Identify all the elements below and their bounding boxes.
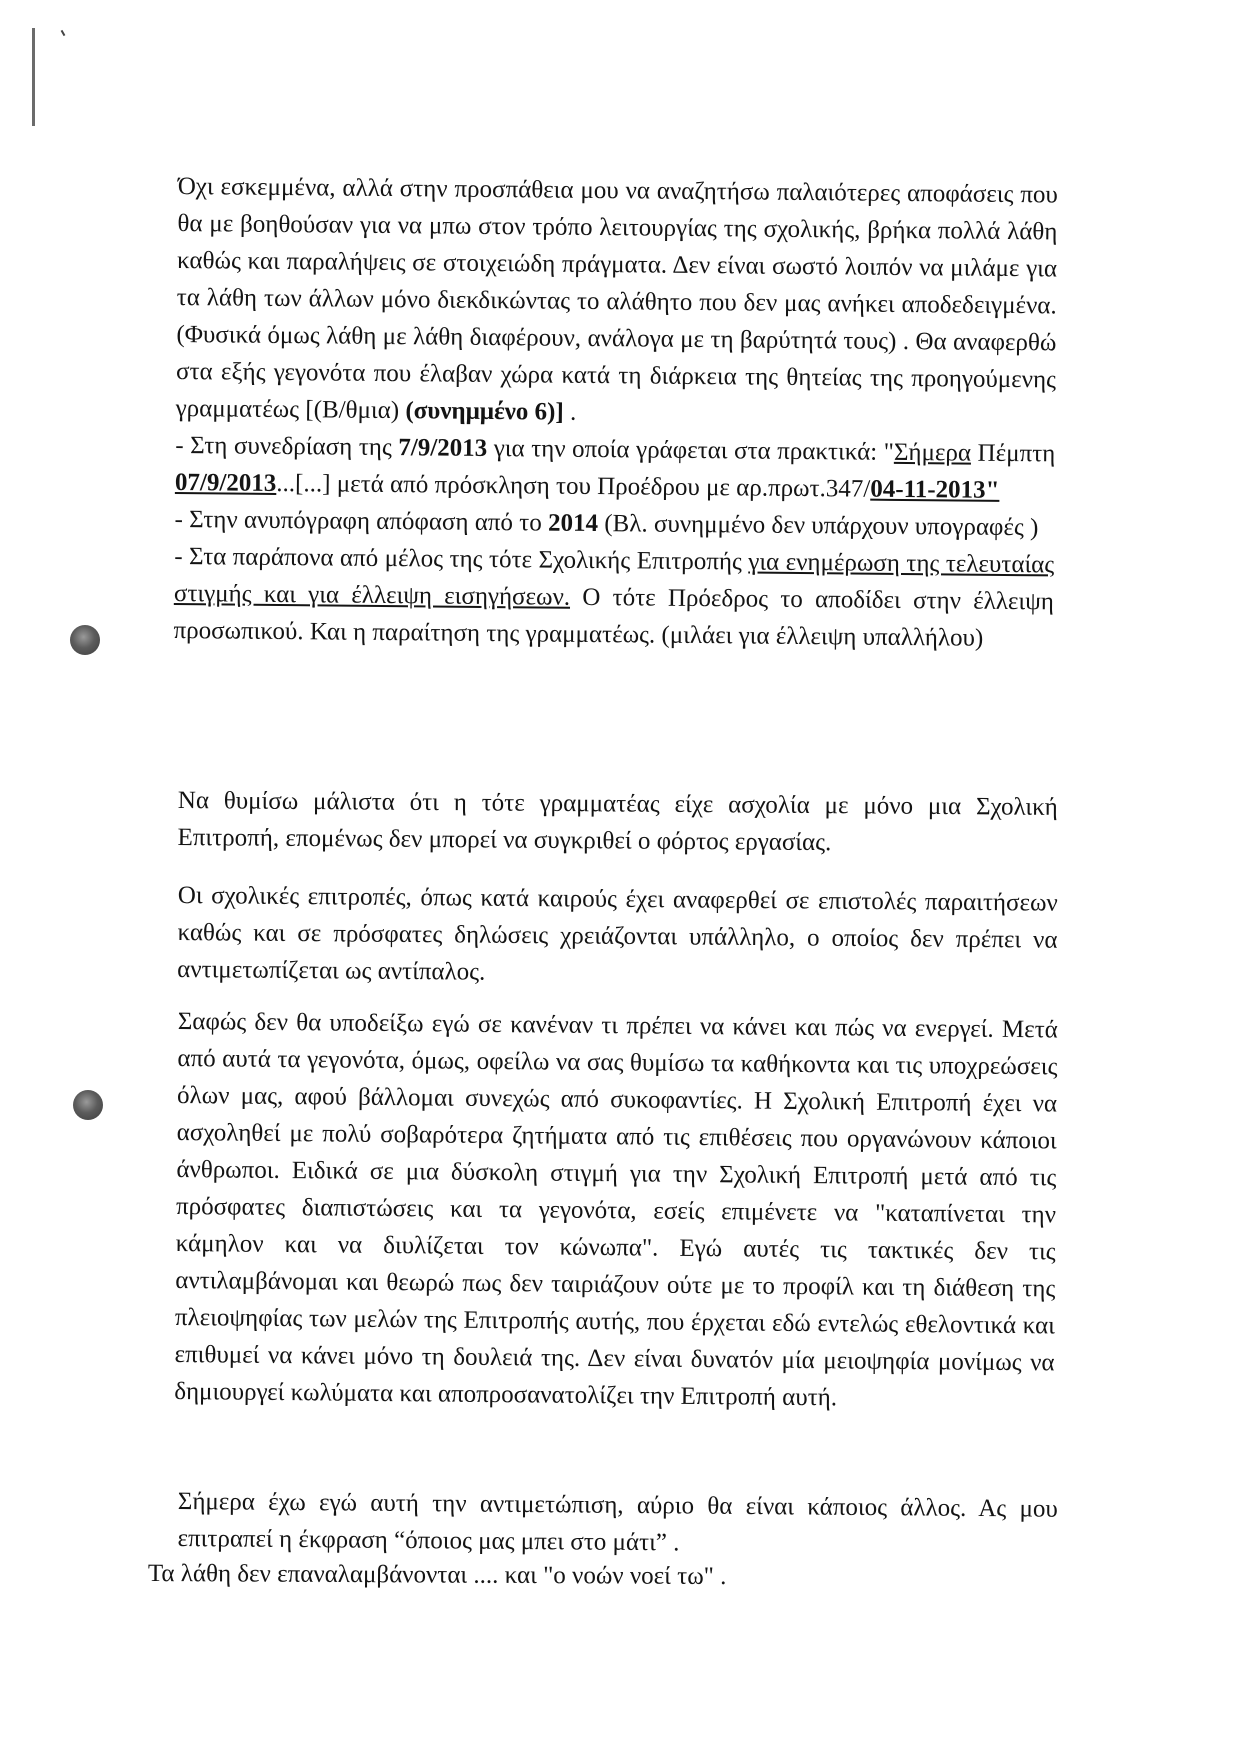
paragraph-committees-text: Οι σχολικές επιτροπές, όπως κατά καιρούς έχει αναφερθεί σε επιστολές παραιτήσεων καθώς και σε πρόσφατες δηλώσεις χρειάζονται υπάλληλο, ο οποίος δεν πρέπει να αντιμετωπίζεται ως αντίπαλος. [177, 881, 1058, 986]
item3-text-a: - Στα παράπονα από μέλος της τότε Σχολικής Επιτροπής [174, 542, 749, 576]
item1-text-c: Πέμπτη [970, 439, 1056, 468]
punch-hole-top [70, 625, 100, 655]
item1-protocol-date: 04-11-2013" [870, 475, 1000, 504]
item1-today-word: Σήμερα [893, 438, 972, 467]
item2-text-a: - Στην ανυπόγραφη απόφαση από το [174, 505, 549, 537]
item1-minutes-date: 07/9/2013 [174, 468, 277, 497]
item2-text-b: (Βλ. συνημμένο δεν υπάρχουν υπογραφές ) [597, 510, 1039, 542]
paragraph-duties-text: Σαφώς δεν θα υποδείξω εγώ σε κανέναν τι πρέπει να κάνει και πώς να ενεργεί. Μετά από αυτά τα γεγονότα, όμως, οφείλω να σας θυμίσω τα καθήκοντα και τις υποχρεώσεις όλων μας, αφού βάλλομαι συνεχώς από συκοφαντίες. Η Σχολική Επιτροπή έχει να ασχοληθεί με πολύ σοβαρότερα ζητήματα από τις επιθέσεις που οργανώνουν κάποιοι άνθρωποι. Ειδικά σε μια δύσκολη στιγμή για την Σχολική Επιτροπή μετά από τις πρόσφατες διαπιστώσεις και τα γεγονότα, εσείς επιμένετε να "καταπίνεται την κάμηλον και να διυλίζεται τον κώνωπα". Εγώ αυτές τις τακτικές δεν τις αντιλαμβάνομαι και θεωρώ πως δεν ταιριάζουν ούτε με το προφίλ και τη διάθεση της πλειοψηφίας των μελών της Επιτροπής αυτής, που έρχεται εδώ εντελώς εθελοντικά και επιθυμεί να κάνει μόνο τη δουλειά της. Δεν είναι δυνατόν μία μειοψηφία μονίμως να δημιουργεί κωλύματα και αποπροσανατολίζει την Επιτροπή αυτή. [174, 1007, 1058, 1412]
list-item-complaints [173, 538, 1054, 657]
scan-edge-mark [32, 28, 35, 126]
item1-text-b: για την οποία γράφεται στα πρακτικά: " [487, 434, 895, 466]
item3-text-b: Ο τότε Πρόεδρος το αποδίδει στην έλλειψη προσωπικού. Και η παραίτηση της γραμματέως. (μιλάει για έλλειψη υπαλλήλου) [173, 583, 1054, 652]
paragraph-today-text: Σήμερα έχω εγώ αυτή την αντιμετώπιση, αύριο θα είναι κάποιος άλλος. Ας μου επιτραπεί η έκφραση “όποιος μας μπει στο μάτι” . [177, 1487, 1058, 1557]
item1-text-a: - Στη συνεδρίαση της [175, 431, 399, 462]
paragraph-closing [148, 1555, 1028, 1597]
paragraph-today [177, 1483, 1058, 1565]
paragraph-duties [174, 1003, 1058, 1418]
item2-year: 2014 [547, 509, 599, 538]
attachment-reference: (συνημμένο 6)] [405, 397, 564, 426]
scan-tick-mark [61, 30, 66, 36]
intro-end: . [563, 398, 577, 426]
punch-hole-bottom [73, 1090, 103, 1120]
intro-text: Όχι εσκεμμένα, αλλά στην προσπάθεια μου να αναζητήσω παλαιότερες αποφάσεις που θα με βοηθούσαν για να μπω στον τρόπο λειτουργίας της σχολικής, βρήκα πολλά λάθη καθώς και παραλήψεις σε στοιχειώδη πράγματα. Δεν είναι σωστό λοιπόν να μιλάμε για τα λάθη των άλλων μόνο διεκδικώντας το αλάθητο που δεν μας ανήκει αποδεδειγμένα. (Φυσικά όμως λάθη με λάθη διαφέρουν, ανάλογα με τη βαρύτητά τους) . Θα αναφερθώ στα εξής γεγονότα που έλαβαν χώρα κατά τη διάρκεια της θητείας της προηγούμενης γραμματέως [(Β/θμια) [175, 172, 1058, 425]
list-item-session [175, 427, 1056, 509]
paragraph-intro [176, 168, 1058, 435]
paragraph-workload-text: Να θυμίσω μάλιστα ότι η τότε γραμματέας είχε ασχολία με μόνο μια Σχολική Επιτροπή, επομένως δεν μπορεί να συγκριθεί ο φόρτος εργασίας. [177, 786, 1058, 857]
item3-underlined-text: για ενημέρωση της τελευταίας στιγμής και για έλλειψη εισηγήσεων. [173, 548, 1055, 611]
paragraph-committees [177, 877, 1058, 996]
paragraph-workload [177, 782, 1058, 863]
paragraph-errors-list [173, 168, 1058, 657]
paragraph-closing-text: Τα λάθη δεν επαναλαμβάνονται .... και "ο νοών νοεί τω" . [147, 1559, 727, 1591]
item1-text-d: ...[...] μετά από πρόσκληση του Προέδρου με αρ.πρωτ.347/ [276, 469, 871, 503]
item1-session-date: 7/9/2013 [398, 434, 488, 462]
